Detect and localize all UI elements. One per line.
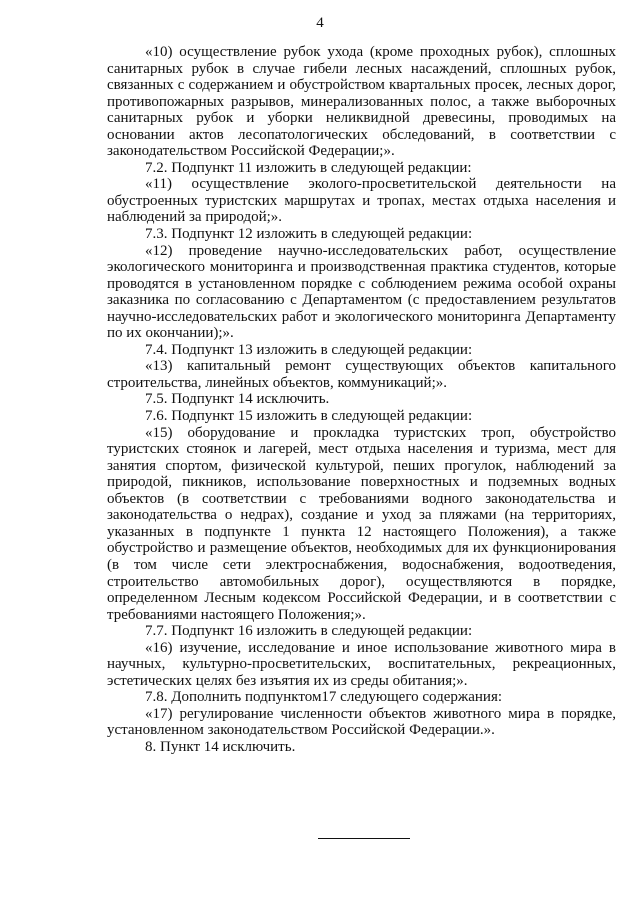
paragraph-item-12: «12) проведение научно-исследовательских работ, осуществление экологического мониторинга и производственная практика студентов, которые проводятся в установленном порядке с соблюдением режима особой охраны заказника по согласованию с Департаментом (с предоставлением результатов научно-исследовательских работ и экологического мониторинга Департаменту по их окончании);».	[107, 242, 616, 342]
paragraph-item-10: «10) осуществление рубок ухода (кроме проходных рубок), сплошных санитарных рубок в случае гибели лесных насаждений, сплошных рубок, связанных с содержанием и обустройством квартальных просек, лесных дорог, противопожарных разрывов, минерализованных полос, а также выборочных санитарных рубок и уборки неликвидной древесины, проводимых на основании актов лесопатологических обследований, в соответствии с законодательством Российской Федерации;».	[107, 44, 616, 160]
page-number: 4	[316, 15, 324, 31]
paragraph-7-3-heading: 7.3. Подпункт 12 изложить в следующей редакции:	[145, 226, 473, 243]
paragraph-item-17: «17) регулирование численности объектов животного мира в порядке, установленном законодательством Российской Федерации.».	[107, 705, 616, 739]
paragraph-7-2-heading: 7.2. Подпункт 11 изложить в следующей редакции:	[145, 159, 472, 176]
paragraph-7-4-heading: 7.4. Подпункт 13 изложить в следующей редакции:	[145, 341, 473, 358]
paragraph-7-8-heading: 7.8. Дополнить подпунктом17 следующего содержания:	[145, 689, 503, 706]
paragraph-7-7-heading: 7.7. Подпункт 16 изложить в следующей редакции:	[145, 623, 473, 640]
paragraph-item-16: «16) изучение, исследование и иное использование животного мира в научных, культурно-просветительских, воспитательных, рекреационных, эстетических целях без изъятия их из среды обитания;».	[107, 639, 616, 689]
paragraph-8: 8. Пункт 14 исключить.	[145, 738, 296, 755]
paragraph-item-11: «11) осуществление эколого-просветительской деятельности на обустроенных туристских маршрутах и тропах, местах отдыха населения и наблюдений за природой;».	[107, 176, 616, 226]
paragraph-7-5: 7.5. Подпункт 14 исключить.	[145, 391, 330, 408]
paragraph-item-13: «13) капитальный ремонт существующих объектов капитального строительства, линейных объектов, коммуникаций;».	[107, 358, 616, 391]
document-body	[107, 44, 616, 756]
paragraph-7-6-heading: 7.6. Подпункт 15 изложить в следующей редакции:	[145, 408, 473, 425]
end-of-document-rule	[318, 838, 410, 839]
paragraph-item-15: «15) оборудование и прокладка туристских троп, обустройство туристских стоянок и лагерей, мест отдыха населения и туризма, мест для занятия спортом, физической культурой, пеших прогулок, наблюдений за природой, пикников, использование поверхностных и подземных водных объектов (в соответствии с требованиями водного законодательства и законодательства о недрах), создание и уход за пляжами (на территориях, указанных в подпункте 1 пункта 12 настоящего Положения), а также обустройство и размещение объектов, необходимых для их функционирования (в том числе сети электроснабжения, водоснабжения, водоотведения, строительство автомобильных дорог), осуществляются в порядке, определенном Лесным кодексом Российской Федерации, и в соответствии с требованиями настоящего Положения;».	[107, 424, 616, 623]
